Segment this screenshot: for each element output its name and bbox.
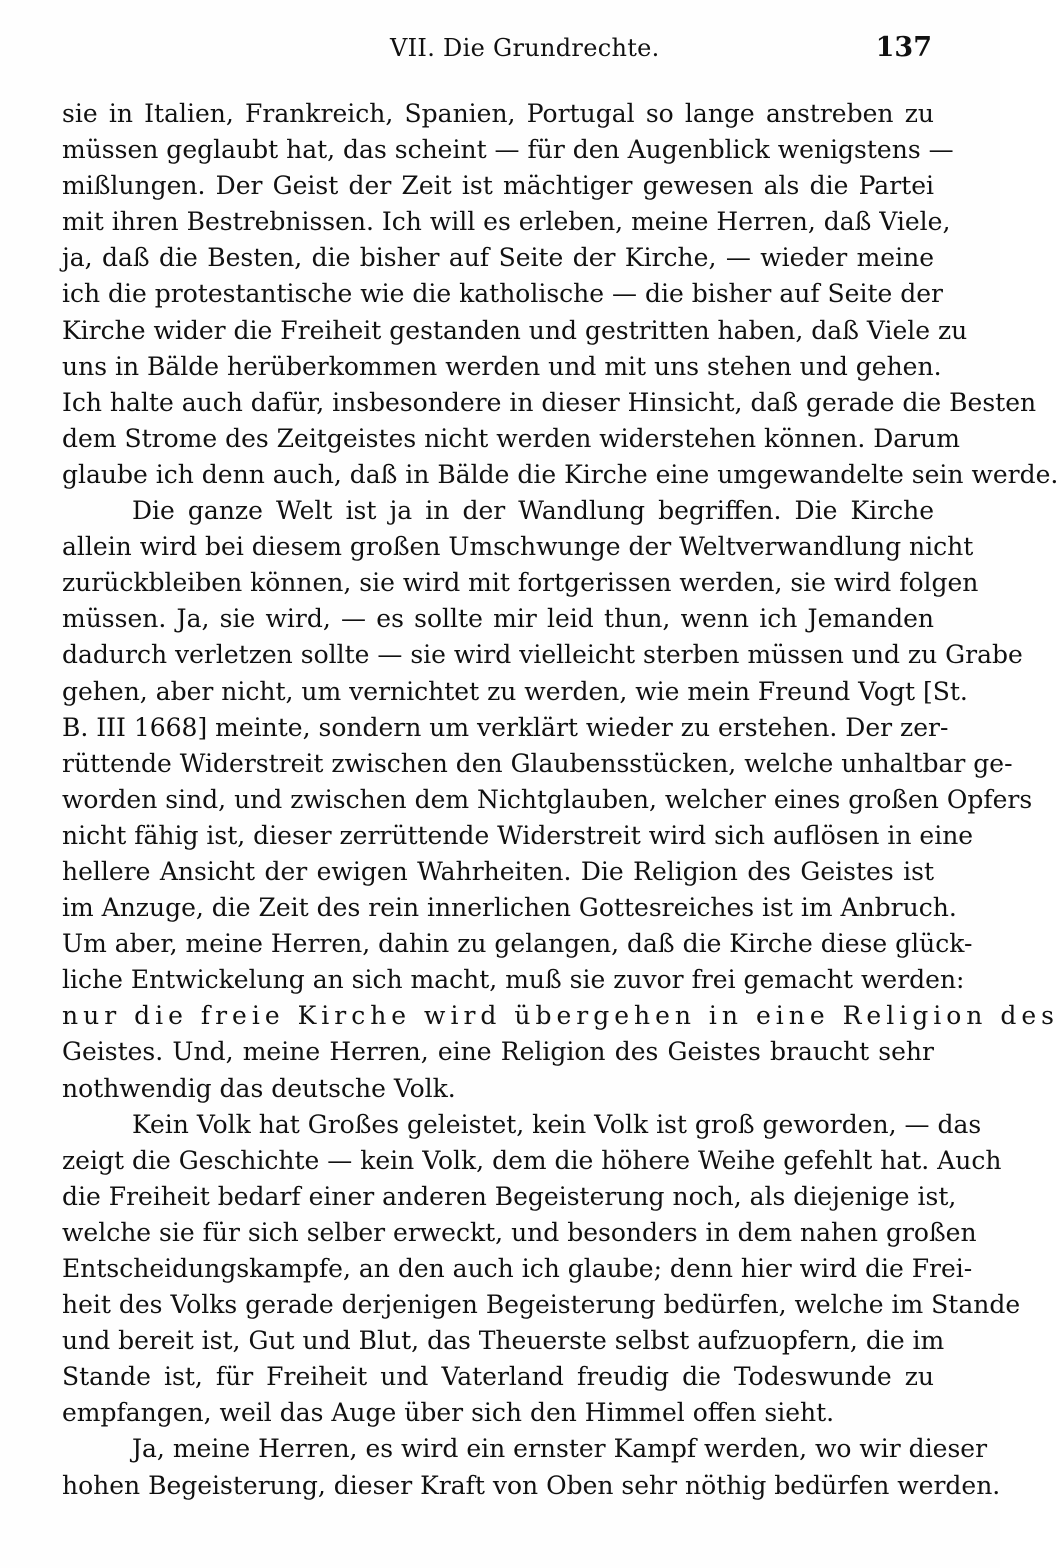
text-line: Stande ist, für Freiheit und Vaterland freudig die Todeswunde zu — [62, 1362, 934, 1392]
text-line: Kein Volk hat Großes geleistet, kein Volk ist groß geworden, — das — [132, 1109, 982, 1139]
text-line: zurückbleiben können, sie wird mit fortgerissen werden, sie wird folgen — [62, 568, 979, 598]
text-line: mißlungen. Der Geist der Zeit ist mächtiger gewesen als die Partei — [62, 171, 934, 201]
text-line: hohen Begeisterung, dieser Kraft von Oben sehr nöthig bedürfen werden. — [62, 1470, 1001, 1500]
text-line: heit des Volks gerade derjenigen Begeisterung bedürfen, welche im Stande — [62, 1290, 1021, 1320]
paragraph — [62, 1431, 1001, 1503]
text-line: nothwendig das deutsche Volk. — [62, 1073, 456, 1103]
text-line: nicht fähig ist, dieser zerrüttende Widerstreit wird sich auflösen in eine — [62, 820, 974, 850]
text-line: dem Strome des Zeitgeistes nicht werden widerstehen können. Darum — [62, 423, 960, 453]
text-line: Ja, meine Herren, es wird ein ernster Kampf werden, wo wir dieser — [132, 1434, 988, 1464]
text-line: nur die freie Kirche wird übergehen in eine Religion des — [62, 1001, 1059, 1031]
text-line: ich die protestantische wie die katholische — die bisher auf Seite der — [62, 279, 943, 309]
text-line: worden sind, und zwischen dem Nichtglauben, welcher eines großen Opfers — [62, 784, 1033, 814]
text-line: müssen. Ja, sie wird, — es sollte mir leid thun, wenn ich Jemanden — [62, 604, 934, 634]
text-line: gehen, aber nicht, um vernichtet zu werden, wie mein Freund Vogt [St. — [62, 676, 968, 706]
text-line: im Anzuge, die Zeit des rein innerlichen Gottesreiches ist im Anbruch. — [62, 893, 957, 923]
page-header — [62, 34, 932, 70]
text-line: sie in Italien, Frankreich, Spanien, Portugal so lange anstreben zu — [62, 99, 934, 128]
text-line: uns in Bälde herüberkommen werden und mit uns stehen und gehen. — [62, 351, 942, 381]
text-line: mit ihren Bestrebnissen. Ich will es erleben, meine Herren, daß Viele, — [62, 207, 951, 237]
paragraph — [62, 1107, 1021, 1432]
text-line: ja, daß die Besten, die bisher auf Seite der Kirche, — wieder meine — [62, 243, 934, 273]
text-line: müssen geglaubt hat, das scheint — für den Augenblick wenigstens — — [62, 135, 954, 165]
text-line: zeigt die Geschichte — kein Volk, dem die höhere Weihe gefehlt hat. Auch — [62, 1145, 1002, 1175]
text-line: Kirche wider die Freiheit gestanden und gestritten haben, daß Viele zu — [62, 315, 968, 345]
text-line: welche sie für sich selber erweckt, und besonders in dem nahen großen — [62, 1217, 977, 1247]
text-line: rüttende Widerstreit zwischen den Glaubensstücken, welche unhaltbar ge- — [62, 748, 1013, 778]
page-number: 137 — [875, 32, 932, 63]
paragraph — [62, 493, 1059, 1107]
text-line: glaube ich denn auch, daß in Bälde die Kirche eine umgewandelte sein werde. — [62, 459, 1059, 489]
text-line: dadurch verletzen sollte — sie wird vielleicht sterben müssen und zu Grabe — [62, 640, 1023, 670]
text-line: liche Entwickelung an sich macht, muß sie zuvor frei gemacht werden: — [62, 965, 965, 995]
text-line: empfangen, weil das Auge über sich den Himmel offen sieht. — [62, 1398, 835, 1428]
text-line: Ich halte auch dafür, insbesondere in dieser Hinsicht, daß gerade die Besten — [62, 387, 1037, 417]
text-line: die Freiheit bedarf einer anderen Begeisterung noch, als diejenige ist, — [62, 1181, 957, 1211]
text-line: Entscheidungskampfe, an den auch ich glaube; denn hier wird die Frei- — [62, 1254, 973, 1283]
text-line: hellere Ansicht der ewigen Wahrheiten. Die Religion des Geistes ist — [62, 856, 934, 886]
text-line: Um aber, meine Herren, dahin zu gelangen, daß die Kirche diese glück- — [62, 929, 973, 959]
paragraph — [62, 96, 1059, 493]
running-head: VII. Die Grundrechte. — [390, 34, 660, 62]
text-line: Geistes. Und, meine Herren, eine Religion des Geistes braucht sehr — [62, 1037, 934, 1067]
text-line: Die ganze Welt ist ja in der Wandlung begriffen. Die Kirche — [132, 496, 934, 526]
body-text — [62, 96, 1059, 1504]
text-line: B. III 1668] meinte, sondern um verklärt wieder zu erstehen. Der zer- — [62, 712, 949, 742]
text-line: und bereit ist, Gut und Blut, das Theuerste selbst aufzuopfern, die im — [62, 1326, 945, 1356]
text-line: allein wird bei diesem großen Umschwunge der Weltverwandlung nicht — [62, 532, 974, 562]
